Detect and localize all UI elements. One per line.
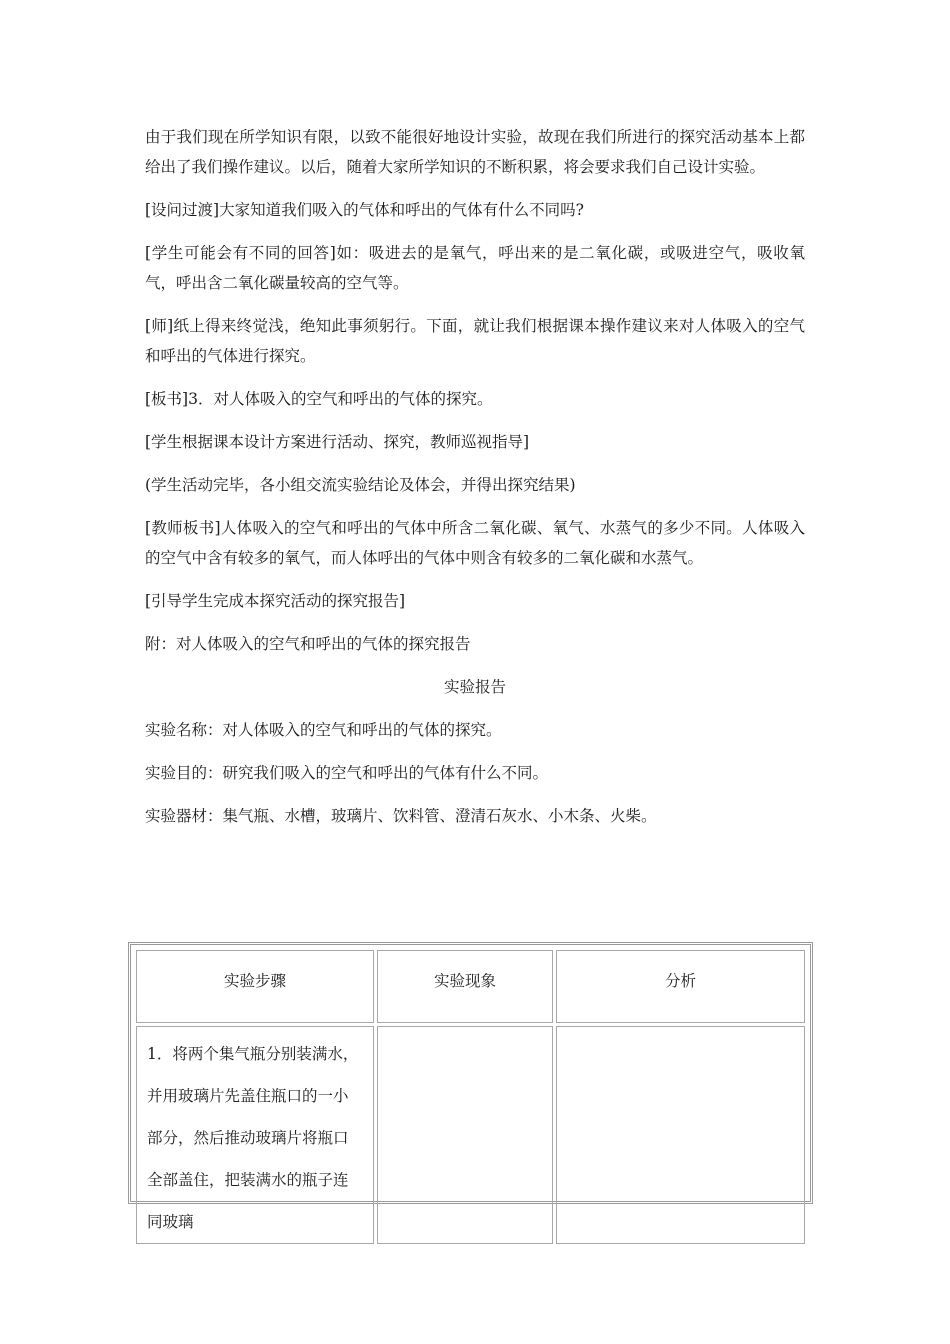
- table-header-row: [136, 950, 805, 1023]
- cell-step: 1．将两个集气瓶分别装满水，并用玻璃片先盖住瓶口的一小部分，然后推动玻璃片将瓶口全部盖住，把装满水的瓶子连同玻璃: [136, 1026, 374, 1244]
- cell-analysis: [556, 1026, 805, 1244]
- header-analysis: 分析: [556, 950, 805, 1023]
- document-body: [145, 122, 805, 844]
- cell-phenomenon: [377, 1026, 553, 1244]
- experiment-table-grid: [133, 947, 808, 1247]
- report-name-line: 实验名称：对人体吸入的空气和呼出的气体的探究。: [145, 721, 502, 739]
- report-equipment-line: 实验器材：集气瓶、水槽，玻璃片、饮料管、澄清石灰水、小木条、火柴。: [145, 807, 657, 825]
- paragraph-board-note: [板书]3．对人体吸入的空气和呼出的气体的探究。: [145, 390, 493, 408]
- paragraph-question-transition: [设问过渡]大家知道我们吸入的气体和呼出的气体有什么不同吗?: [145, 201, 584, 219]
- experiment-table: [128, 942, 813, 1231]
- report-purpose-line: 实验目的：研究我们吸入的空气和呼出的气体有什么不同。: [145, 764, 549, 782]
- paragraph-student-answers: [学生可能会有不同的回答]如：吸进去的是氧气，呼出来的是二氧化碳，或吸进空气，吸收氧气，呼出含二氧化碳量较高的空气等。: [145, 244, 805, 292]
- header-phenomenon: 实验现象: [377, 950, 553, 1023]
- paragraph-student-activity: [学生根据课本设计方案进行活动、探究，教师巡视指导]: [145, 433, 530, 451]
- paragraph-appendix: 附：对人体吸入的空气和呼出的气体的探究报告: [145, 635, 471, 653]
- paragraph-guide-report: [引导学生完成本探究活动的探究报告]: [145, 592, 406, 610]
- paragraph-teacher-remark: [师]纸上得来终觉浅，绝知此事须躬行。下面，就让我们根据课本操作建议来对人体吸入的空气和呼出的气体进行探究。: [145, 317, 805, 365]
- table-row: [136, 1026, 805, 1244]
- paragraph-activity-complete: (学生活动完毕，各小组交流实验结论及体会，并得出探究结果): [145, 476, 576, 494]
- paragraph-teacher-board-note: [教师板书]人体吸入的空气和呼出的气体中所含二氧化碳、氧气、水蒸气的多少不同。人体吸入的空气中含有较多的氧气，而人体呼出的气体中则含有较多的二氧化碳和水蒸气。: [145, 519, 805, 567]
- paragraph-intro: 由于我们现在所学知识有限，以致不能很好地设计实验，故现在我们所进行的探究活动基本上都给出了我们操作建议。以后，随着大家所学知识的不断积累，将会要求我们自己设计实验。: [145, 128, 805, 176]
- header-step: 实验步骤: [136, 950, 374, 1023]
- report-title: 实验报告: [443, 678, 506, 696]
